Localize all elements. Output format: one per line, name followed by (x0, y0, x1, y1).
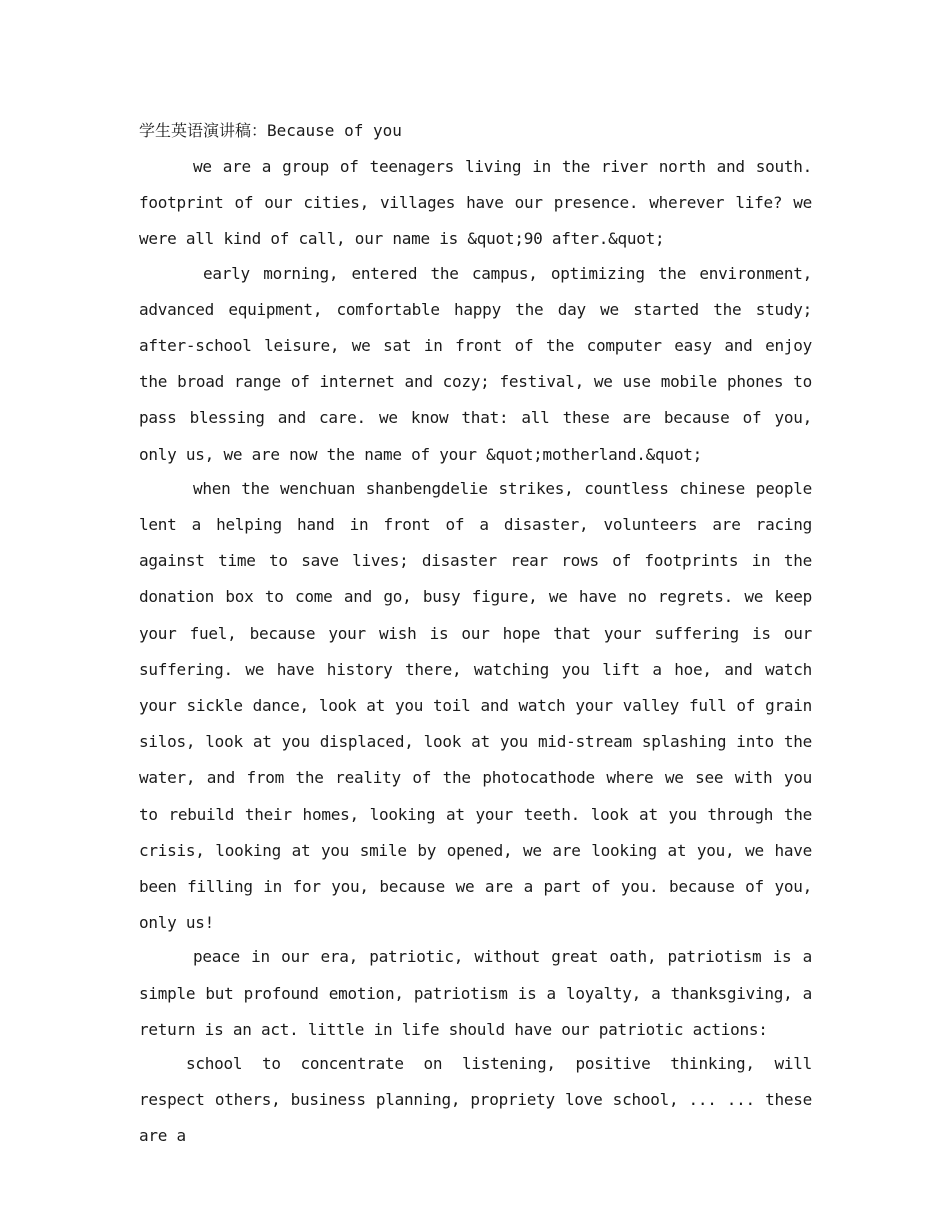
paragraph-4: peace in our era, patriotic, without great oath, patriotism is a simple but profound emotion, patriotism is a loyalty, a thanksgiving, a return is an act. little in life should have our patriotic actions: (139, 947, 812, 1039)
paragraph-5: school to concentrate on listening, positive thinking, will respect others, business planning, propriety love school, ... ... these are a (139, 1054, 812, 1146)
paragraph-3: when the wenchuan shanbengdelie strikes, countless chinese people lent a helping hand in front of a disaster, volunteers are racing against time to save lives; disaster rear rows of footprints in the donation box to come and go, busy figure, we have no regrets. we keep your fuel, because your wish is our hope that your suffering is our suffering. we have history there, watching you lift a hoe, and watch your sickle dance, look at you toil and watch your valley full of grain silos, look at you displaced, look at you mid-stream splashing into the water, and from the reality of the photocathode where we see with you to rebuild their homes, looking at your teeth. look at you through the crisis, looking at you smile by opened, we are looking at you, we have been filling in for you, because we are a part of you. because of you, only us! (139, 478, 812, 933)
paragraph-2: early morning, entered the campus, optimizing the environment, advanced equipment, comfortable happy the day we started the study; after-school leisure, we sat in front of the computer easy and enjoy the broad range of internet and cozy; festival, we use mobile phones to pass blessing and care. we know that: all these are because of you, only us, we are now the name of your &quot;motherland.&quot; (139, 263, 812, 464)
document-title: 学生英语演讲稿：Because of you (139, 121, 402, 140)
document-body (139, 113, 812, 1153)
paragraph-1: we are a group of teenagers living in the river north and south. footprint of our cities, villages have our presence. wherever life? we were all kind of call, our name is &quot;90 after.&quot; (139, 157, 812, 249)
